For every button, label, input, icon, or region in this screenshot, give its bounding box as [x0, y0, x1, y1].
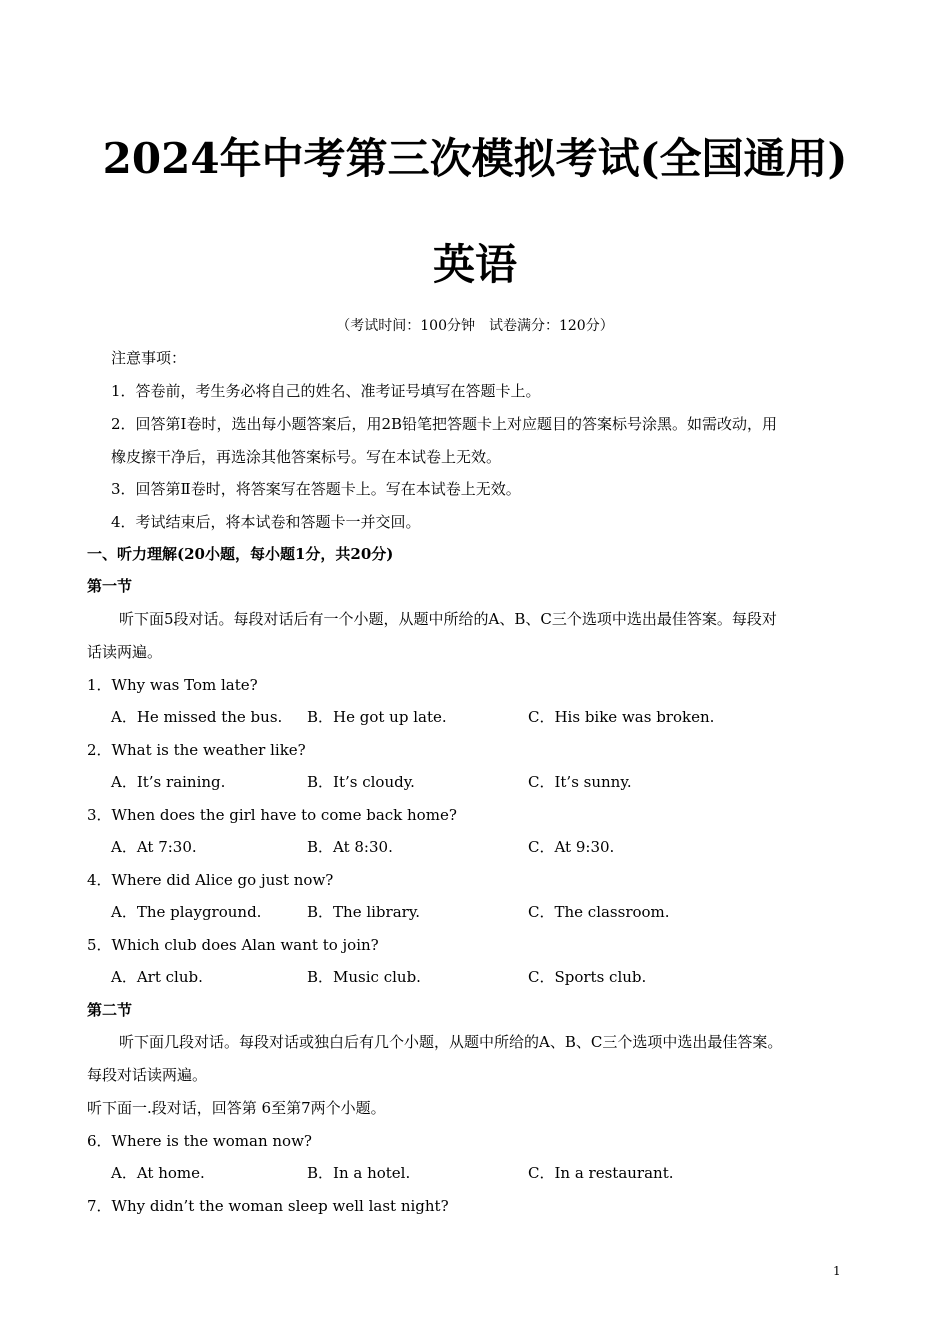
part1-instruction: 听下面5段对话。每段对话后有一个小题，从题中所给的A、B、C三个选项中选出最佳答案。每段对 [119, 610, 777, 628]
option-a: A．It’s raining. [111, 773, 226, 791]
option-c: C．His bike was broken. [528, 708, 715, 726]
question-stem: 2．What is the weather like? [87, 741, 306, 759]
part1-heading: 第一节 [87, 577, 133, 595]
exam-info: （考试时间：100分钟 试卷满分：120分） [336, 318, 614, 334]
option-b: B．Music club. [307, 968, 421, 986]
option-b: B．At 8:30. [307, 838, 393, 856]
option-a: A．At 7:30. [111, 838, 197, 856]
option-b: B．It’s cloudy. [307, 773, 415, 791]
note-item: 1．答卷前，考生务必将自己的姓名、准考证号填写在答题卡上。 [111, 382, 541, 400]
exam-title: 2024年中考第三次模拟考试(全国通用) [102, 134, 848, 183]
exam-subject: 英语 [432, 240, 517, 289]
option-c: C．In a restaurant. [528, 1164, 674, 1182]
part2-instruction: 听下面几段对话。每段对话或独白后有几个小题，从题中所给的A、B、C三个选项中选出最佳答案。 [119, 1033, 783, 1051]
option-b: B．In a hotel. [307, 1164, 411, 1182]
question-stem: 6．Where is the woman now? [87, 1132, 312, 1150]
option-a: A．He missed the bus. [111, 708, 283, 726]
option-a: A．The playground. [111, 903, 262, 921]
part1-instruction-cont: 话读两遍。 [87, 643, 163, 661]
notes-heading: 注意事项： [111, 349, 187, 367]
part2-sub-instruction: 听下面一.段对话，回答第 6至第7两个小题。 [87, 1099, 386, 1117]
question-stem: 5．Which club does Alan want to join? [87, 936, 379, 954]
option-c: C．Sports club. [528, 968, 647, 986]
note-item: 2．回答第Ⅰ卷时，选出每小题答案后，用2B铅笔把答题卡上对应题目的答案标号涂黑。如需改动，用 [111, 415, 778, 433]
question-stem: 3．When does the girl have to come back home? [87, 806, 457, 824]
page-number: 1 [833, 1264, 841, 1278]
option-b: B．The library. [307, 903, 421, 921]
question-stem: 1．Why was Tom late? [87, 676, 258, 694]
option-a: A．At home. [111, 1164, 205, 1182]
question-stem: 4．Where did Alice go just now? [87, 871, 334, 889]
option-c: C．It’s sunny. [528, 773, 632, 791]
section1-heading: 一、听力理解(20小题，每小题1分，共20分) [87, 545, 394, 563]
option-c: C．At 9:30. [528, 838, 615, 856]
option-b: B．He got up late. [307, 708, 447, 726]
note-item: 橡皮擦干净后，再选涂其他答案标号。写在本试卷上无效。 [111, 448, 502, 466]
note-item: 4．考试结束后，将本试卷和答题卡一并交回。 [111, 513, 421, 531]
option-c: C．The classroom. [528, 903, 670, 921]
part2-heading: 第二节 [87, 1001, 133, 1019]
question-stem: 7．Why didn’t the woman sleep well last night? [87, 1197, 449, 1215]
option-a: A．Art club. [111, 968, 203, 986]
part2-instruction-cont: 每段对话读两遍。 [87, 1066, 208, 1084]
note-item: 3．回答第Ⅱ卷时，将答案写在答题卡上。写在本试卷上无效。 [111, 480, 521, 498]
